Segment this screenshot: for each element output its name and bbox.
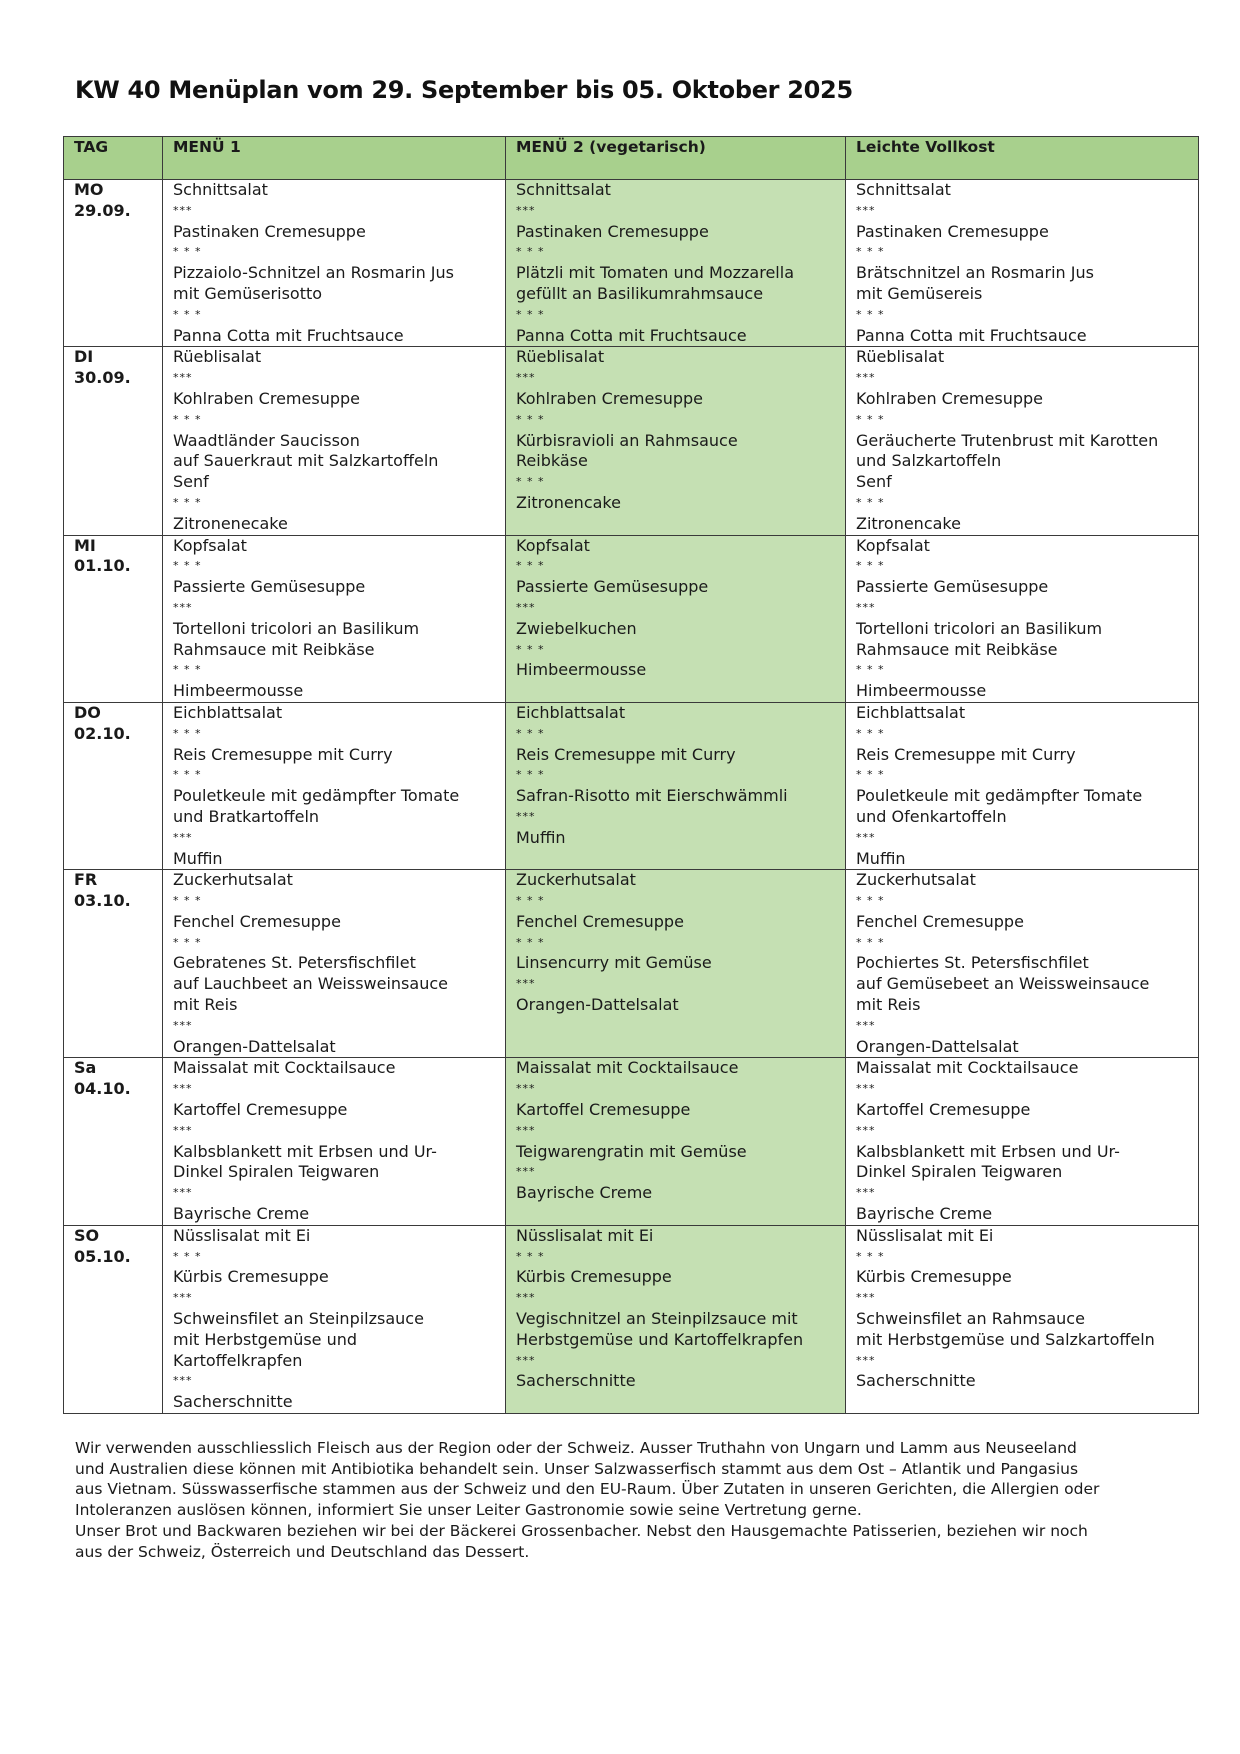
course-separator: * * *: [516, 559, 545, 573]
course-separator: ***: [516, 1291, 536, 1305]
course-separator: ***: [173, 830, 193, 844]
footer-note: [75, 1438, 1175, 1562]
dish-line: und Salzkartoffeln: [856, 451, 1002, 471]
footer-line: Unser Brot und Backwaren beziehen wir bei der Bäckerei Grossenbacher. Nebst den Hausgemachte Patisserien, beziehen wir noch: [75, 1521, 1088, 1540]
dish-line: mit Gemüsereis: [856, 283, 983, 303]
dish-line: auf Lauchbeet an Weissweinsauce: [173, 974, 448, 994]
course-separator: * * *: [516, 475, 545, 489]
dish-line: Waadtländer Saucisson: [173, 430, 360, 450]
menu1-cell: [163, 702, 506, 869]
course-separator: * * *: [173, 726, 202, 740]
day-date: 01.10.: [74, 556, 131, 576]
course-separator: ***: [516, 1165, 536, 1179]
vollkost-cell: [846, 1225, 1199, 1413]
course-separator: * * *: [516, 412, 545, 426]
course-separator: * * *: [173, 495, 202, 509]
vollkost-cell: [846, 180, 1199, 347]
day-cell: [64, 1058, 163, 1225]
dish-line: Schweinsfilet an Steinpilzsauce: [173, 1309, 424, 1329]
course-separator: ***: [173, 1186, 193, 1200]
day-row: [64, 347, 1199, 535]
day-row: [64, 1225, 1199, 1413]
dish-line: Pastinaken Cremesuppe: [856, 221, 1049, 241]
course-separator: ***: [856, 1018, 876, 1032]
dish-line: Rüeblisalat: [856, 347, 945, 367]
day-cell: [64, 347, 163, 535]
course-separator: * * *: [856, 245, 885, 259]
day-row: [64, 1058, 1199, 1225]
menu1-cell: [163, 535, 506, 702]
dish-line: Zitronencake: [516, 492, 621, 512]
dish-line: Tortelloni tricolori an Basilikum: [856, 618, 1103, 638]
footer-line: aus Vietnam. Süsswasserfische stammen aus der Schweiz und den EU-Raum. Über Zutaten in unseren Gerichten, die Allergien oder: [75, 1480, 1100, 1499]
dish-line: Rahmsauce mit Reibkäse: [856, 639, 1058, 659]
course-separator: ***: [856, 1353, 876, 1367]
dish-line: Kohlraben Cremesuppe: [516, 388, 703, 408]
dish-line: Bayrische Creme: [173, 1204, 310, 1224]
course-separator: ***: [856, 1186, 876, 1200]
dish-line: Himbeermousse: [173, 681, 304, 701]
menu2-cell: [506, 535, 846, 702]
dish-line: Maissalat mit Cocktailsauce: [516, 1058, 739, 1078]
dish-line: Orangen-Dattelsalat: [856, 1036, 1019, 1056]
dish-line: Himbeermousse: [516, 660, 647, 680]
day-date: 02.10.: [74, 723, 131, 743]
course-separator: ***: [516, 600, 536, 614]
course-separator: * * *: [173, 412, 202, 426]
menu1-cell: [163, 1058, 506, 1225]
day-row: [64, 180, 1199, 347]
footer-line: Intoleranzen auslösen können, informiert Sie unser Leiter Gastronomie sowie seine Vertretung gerne.: [75, 1501, 862, 1520]
menu2-cell: [506, 1058, 846, 1225]
header-menu1: MENÜ 1: [163, 137, 506, 180]
dish-line: Rahmsauce mit Reibkäse: [173, 639, 375, 659]
dish-line: Kohlraben Cremesuppe: [856, 388, 1043, 408]
vollkost-cell: [846, 347, 1199, 535]
dish-line: Kartoffel Cremesuppe: [856, 1100, 1031, 1120]
menu2-cell: [506, 1225, 846, 1413]
course-separator: ***: [856, 1123, 876, 1137]
course-separator: ***: [856, 371, 876, 385]
menu1-cell: [163, 347, 506, 535]
course-separator: ***: [516, 1082, 536, 1096]
course-separator: * * *: [516, 642, 545, 656]
dish-line: Zuckerhutsalat: [856, 870, 976, 890]
dish-line: Teigwarengratin mit Gemüse: [516, 1141, 747, 1161]
dish-line: Kürbis Cremesuppe: [856, 1267, 1012, 1287]
course-separator: * * *: [516, 245, 545, 259]
dish-line: Dinkel Spiralen Teigwaren: [856, 1162, 1063, 1182]
header-row: [64, 137, 1199, 180]
day-row: [64, 870, 1199, 1058]
vollkost-cell: [846, 702, 1199, 869]
day-name: DO: [74, 702, 101, 722]
dish-line: Pizzaiolo-Schnitzel an Rosmarin Jus: [173, 263, 454, 283]
dish-line: Zwiebelkuchen: [516, 618, 637, 638]
dish-line: Kürbisravioli an Rahmsauce: [516, 430, 738, 450]
dish-line: Pastinaken Cremesuppe: [173, 221, 366, 241]
dish-line: Zitronenecake: [173, 513, 288, 533]
dish-line: Senf: [173, 472, 209, 492]
day-name: MI: [74, 535, 96, 555]
menu1-cell: [163, 1225, 506, 1413]
dish-line: Kartoffelkrapfen: [173, 1350, 303, 1370]
course-separator: ***: [173, 1123, 193, 1137]
course-separator: ***: [516, 1123, 536, 1137]
dish-line: Maissalat mit Cocktailsauce: [173, 1058, 396, 1078]
course-separator: * * *: [173, 768, 202, 782]
course-separator: * * *: [856, 559, 885, 573]
course-separator: ***: [516, 1353, 536, 1367]
dish-line: Sacherschnitte: [856, 1371, 976, 1391]
dish-line: Tortelloni tricolori an Basilikum: [173, 618, 420, 638]
course-separator: * * *: [173, 894, 202, 908]
header-vollkost: Leichte Vollkost: [846, 137, 1199, 180]
dish-line: Muffin: [856, 848, 906, 868]
dish-line: Schnittsalat: [856, 180, 951, 199]
day-cell: [64, 702, 163, 869]
course-separator: * * *: [516, 307, 545, 321]
dish-line: Himbeermousse: [856, 681, 987, 701]
vollkost-cell: [846, 870, 1199, 1058]
dish-line: Herbstgemüse und Kartoffelkrapfen: [516, 1329, 804, 1349]
dish-line: Brätschnitzel an Rosmarin Jus: [856, 263, 1094, 283]
course-separator: ***: [173, 1082, 193, 1096]
day-date: 04.10.: [74, 1079, 131, 1099]
day-cell: [64, 870, 163, 1058]
dish-line: Kürbis Cremesuppe: [516, 1267, 672, 1287]
dish-line: Nüsslisalat mit Ei: [516, 1225, 654, 1245]
dish-line: Senf: [856, 472, 892, 492]
course-separator: * * *: [516, 768, 545, 782]
course-separator: ***: [856, 203, 876, 217]
course-separator: * * *: [856, 495, 885, 509]
vollkost-cell: [846, 535, 1199, 702]
dish-line: und Bratkartoffeln: [173, 806, 320, 826]
day-name: MO: [74, 180, 104, 199]
dish-line: Eichblattsalat: [856, 702, 966, 722]
day-name: SO: [74, 1225, 100, 1245]
course-separator: * * *: [173, 559, 202, 573]
dish-line: Fenchel Cremesuppe: [516, 911, 684, 931]
dish-line: Dinkel Spiralen Teigwaren: [173, 1162, 380, 1182]
course-separator: ***: [173, 600, 193, 614]
course-separator: * * *: [173, 663, 202, 677]
dish-line: Pochiertes St. Petersfischfilet: [856, 953, 1089, 973]
dish-line: Kopfsalat: [856, 535, 930, 555]
course-separator: ***: [516, 203, 536, 217]
dish-line: Sacherschnitte: [516, 1371, 636, 1391]
dish-line: Bayrische Creme: [516, 1183, 653, 1203]
dish-line: Reis Cremesuppe mit Curry: [516, 744, 736, 764]
dish-line: Bayrische Creme: [856, 1204, 993, 1224]
day-cell: [64, 180, 163, 347]
day-date: 03.10.: [74, 891, 131, 911]
dish-line: Muffin: [173, 848, 223, 868]
day-cell: [64, 1225, 163, 1413]
dish-line: Nüsslisalat mit Ei: [173, 1225, 311, 1245]
course-separator: * * *: [173, 307, 202, 321]
dish-line: Schnittsalat: [516, 180, 611, 199]
dish-line: Orangen-Dattelsalat: [173, 1036, 336, 1056]
course-separator: * * *: [516, 935, 545, 949]
dish-line: und Ofenkartoffeln: [856, 806, 1007, 826]
dish-line: Fenchel Cremesuppe: [173, 911, 341, 931]
menu2-cell: [506, 870, 846, 1058]
dish-line: mit Gemüserisotto: [173, 283, 323, 303]
dish-line: Panna Cotta mit Fruchtsauce: [856, 325, 1087, 345]
dish-line: Zitronencake: [856, 513, 961, 533]
course-separator: ***: [173, 371, 193, 385]
course-separator: ***: [173, 203, 193, 217]
dish-line: Plätzli mit Tomaten und Mozzarella: [516, 263, 794, 283]
dish-line: Fenchel Cremesuppe: [856, 911, 1024, 931]
dish-line: auf Sauerkraut mit Salzkartoffeln: [173, 451, 439, 471]
dish-line: auf Gemüsebeet an Weissweinsauce: [856, 974, 1150, 994]
dish-line: Kartoffel Cremesuppe: [516, 1100, 691, 1120]
dish-line: Safran-Risotto mit Eierschwämmli: [516, 786, 788, 806]
dish-line: Passierte Gemüsesuppe: [856, 577, 1049, 597]
dish-line: gefüllt an Basilikumrahmsauce: [516, 283, 764, 303]
course-separator: * * *: [856, 1249, 885, 1263]
dish-line: Kalbsblankett mit Erbsen und Ur-: [173, 1141, 437, 1161]
day-date: 05.10.: [74, 1246, 131, 1266]
course-separator: * * *: [516, 894, 545, 908]
menu2-cell: [506, 347, 846, 535]
dish-line: Schweinsfilet an Rahmsauce: [856, 1309, 1085, 1329]
dish-line: Kohlraben Cremesuppe: [173, 388, 360, 408]
dish-line: Orangen-Dattelsalat: [516, 995, 679, 1015]
dish-line: Panna Cotta mit Fruchtsauce: [516, 325, 747, 345]
day-row: [64, 702, 1199, 869]
course-separator: * * *: [516, 726, 545, 740]
page-title: KW 40 Menüplan vom 29. September bis 05. Oktober 2025: [75, 76, 853, 104]
dish-line: Maissalat mit Cocktailsauce: [856, 1058, 1079, 1078]
dish-line: Nüsslisalat mit Ei: [856, 1225, 994, 1245]
dish-line: Zuckerhutsalat: [173, 870, 293, 890]
course-separator: ***: [856, 830, 876, 844]
course-separator: * * *: [856, 412, 885, 426]
menu-table: [63, 136, 1199, 1414]
dish-line: Pouletkeule mit gedämpfter Tomate: [856, 786, 1143, 806]
dish-line: Eichblattsalat: [516, 702, 626, 722]
dish-line: mit Herbstgemüse und: [173, 1329, 358, 1349]
course-separator: ***: [516, 809, 536, 823]
dish-line: mit Herbstgemüse und Salzkartoffeln: [856, 1329, 1155, 1349]
menu2-cell: [506, 702, 846, 869]
dish-line: Linsencurry mit Gemüse: [516, 953, 712, 973]
dish-line: Pouletkeule mit gedämpfter Tomate: [173, 786, 460, 806]
dish-line: Rüeblisalat: [516, 347, 605, 367]
course-separator: * * *: [516, 1249, 545, 1263]
day-name: FR: [74, 870, 98, 890]
course-separator: * * *: [856, 768, 885, 782]
dish-line: Geräucherte Trutenbrust mit Karotten: [856, 430, 1159, 450]
course-separator: * * *: [173, 1249, 202, 1263]
dish-line: Rüeblisalat: [173, 347, 262, 367]
course-separator: * * *: [856, 935, 885, 949]
course-separator: ***: [856, 600, 876, 614]
dish-line: Sacherschnitte: [173, 1392, 293, 1412]
menu2-cell: [506, 180, 846, 347]
course-separator: ***: [856, 1082, 876, 1096]
dish-line: mit Reis: [856, 995, 921, 1015]
dish-line: Kürbis Cremesuppe: [173, 1267, 329, 1287]
dish-line: Kartoffel Cremesuppe: [173, 1100, 348, 1120]
day-name: Sa: [74, 1058, 97, 1078]
dish-line: Kalbsblankett mit Erbsen und Ur-: [856, 1141, 1120, 1161]
dish-line: Passierte Gemüsesuppe: [516, 577, 709, 597]
dish-line: mit Reis: [173, 995, 238, 1015]
day-date: 30.09.: [74, 368, 131, 388]
dish-line: Schnittsalat: [173, 180, 268, 199]
course-separator: ***: [856, 1291, 876, 1305]
day-name: DI: [74, 347, 94, 367]
dish-line: Eichblattsalat: [173, 702, 283, 722]
dish-line: Pastinaken Cremesuppe: [516, 221, 709, 241]
course-separator: * * *: [173, 935, 202, 949]
menu1-cell: [163, 870, 506, 1058]
footer-line: Wir verwenden ausschliesslich Fleisch aus der Region oder der Schweiz. Ausser Truthahn von Ungarn und Lamm aus Neuseeland: [75, 1439, 1077, 1457]
dish-line: Vegischnitzel an Steinpilzsauce mit: [516, 1309, 798, 1329]
day-date: 29.09.: [74, 200, 131, 220]
dish-line: Reis Cremesuppe mit Curry: [856, 744, 1076, 764]
menu-body: [64, 180, 1199, 1414]
course-separator: ***: [173, 1291, 193, 1305]
course-separator: * * *: [173, 245, 202, 259]
course-separator: * * *: [856, 307, 885, 321]
course-separator: * * *: [856, 726, 885, 740]
dish-line: Kopfsalat: [516, 535, 590, 555]
dish-line: Gebratenes St. Petersfischfilet: [173, 953, 416, 973]
footer-line: und Australien diese können mit Antibiotika behandelt sein. Unser Salzwasserfisch stammt aus dem Ost – Atlantik und Pangasius: [75, 1459, 1079, 1478]
dish-line: Kopfsalat: [173, 535, 247, 555]
course-separator: ***: [516, 977, 536, 991]
course-separator: ***: [516, 371, 536, 385]
course-separator: * * *: [856, 663, 885, 677]
header-tag: TAG: [64, 137, 163, 180]
dish-line: Passierte Gemüsesuppe: [173, 577, 366, 597]
course-separator: ***: [173, 1374, 193, 1388]
footer-line: aus der Schweiz, Österreich und Deutschland das Dessert.: [75, 1542, 530, 1561]
header-menu2: MENÜ 2 (vegetarisch): [506, 137, 846, 180]
menu1-cell: [163, 180, 506, 347]
course-separator: ***: [173, 1018, 193, 1032]
dish-line: Panna Cotta mit Fruchtsauce: [173, 325, 404, 345]
dish-line: Reis Cremesuppe mit Curry: [173, 744, 393, 764]
course-separator: * * *: [856, 894, 885, 908]
day-row: [64, 535, 1199, 702]
day-cell: [64, 535, 163, 702]
vollkost-cell: [846, 1058, 1199, 1225]
dish-line: Muffin: [516, 827, 566, 847]
dish-line: Zuckerhutsalat: [516, 870, 636, 890]
dish-line: Reibkäse: [516, 451, 588, 471]
